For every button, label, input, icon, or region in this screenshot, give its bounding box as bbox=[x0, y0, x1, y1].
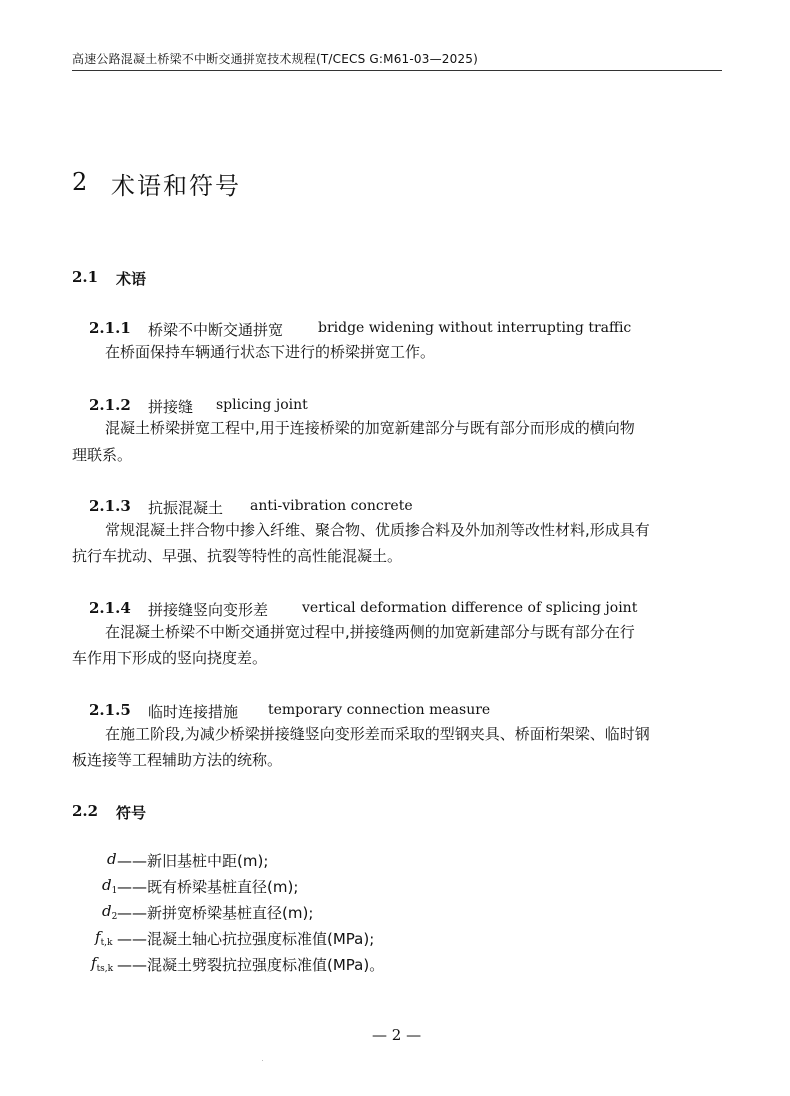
symbol-description: ——新旧基桩中距(m); bbox=[117, 852, 269, 870]
symbol-description: ——混凝土劈裂抗拉强度标准值(MPa)。 bbox=[117, 956, 385, 974]
section-number: 2.2 bbox=[72, 802, 99, 820]
chapter-title: 术语和符号 bbox=[111, 172, 241, 200]
symbol-description: ——新拼宽桥梁基桩直径(m); bbox=[117, 904, 314, 922]
symbol: d bbox=[107, 850, 117, 868]
term-definition-line: 车作用下形成的竖向挠度差。 bbox=[72, 649, 268, 667]
symbol: $d_1$ bbox=[102, 876, 118, 896]
term-definition-line: 在桥面保持车辆通行状态下进行的桥梁拼宽工作。 bbox=[105, 343, 436, 361]
term-definition-line: 板连接等工程辅助方法的统称。 bbox=[72, 751, 283, 769]
term-chinese: 临时连接措施 bbox=[148, 703, 239, 721]
symbol-description: ——混凝土轴心抗拉强度标准值(MPa); bbox=[117, 930, 375, 948]
section-title: 术语 bbox=[116, 270, 147, 288]
term-definition-line: 在混凝土桥梁不中断交通拼宽过程中,拼接缝两侧的加宽新建部分与既有部分在行 bbox=[105, 623, 635, 641]
running-header: 高速公路混凝土桥梁不中断交通拼宽技术规程(T/CECS G:M61-03—2025) bbox=[72, 52, 479, 66]
symbol-description: ——既有桥梁基桩直径(m); bbox=[117, 878, 299, 896]
section-number: 2.1 bbox=[72, 268, 99, 286]
term-definition-line: 混凝土桥梁拼宽工程中,用于连接桥梁的加宽新建部分与既有部分而形成的横向物 bbox=[105, 419, 635, 437]
term-definition-line: 抗行车扰动、早强、抗裂等特性的高性能混凝土。 bbox=[72, 547, 403, 565]
section-title: 符号 bbox=[116, 804, 147, 822]
symbol: $f_{t,k}$ bbox=[95, 928, 113, 948]
term-english: bridge widening without interrupting traffic bbox=[318, 320, 632, 336]
term-english: anti-vibration concrete bbox=[250, 498, 413, 514]
term-number: 2.1.2 bbox=[89, 396, 131, 414]
term-number: 2.1.4 bbox=[89, 599, 131, 617]
term-english: vertical deformation difference of splicing joint bbox=[302, 600, 638, 616]
term-definition-line: 在施工阶段,为减少桥梁拼接缝竖向变形差而采取的型钢夹具、桥面桁架梁、临时钢 bbox=[105, 725, 650, 743]
chapter-number: 2 bbox=[72, 168, 88, 196]
term-chinese: 抗振混凝土 bbox=[148, 499, 224, 517]
scan-speck bbox=[262, 1060, 263, 1061]
term-number: 2.1.3 bbox=[89, 497, 131, 515]
term-english: temporary connection measure bbox=[268, 702, 491, 718]
term-number: 2.1.5 bbox=[89, 701, 131, 719]
symbol: $d_2$ bbox=[102, 902, 118, 922]
header-rule bbox=[72, 70, 722, 71]
symbol: $f_{ts,k}$ bbox=[91, 954, 114, 974]
term-number: 2.1.1 bbox=[89, 319, 131, 337]
term-english: splicing joint bbox=[216, 397, 308, 413]
term-chinese: 桥梁不中断交通拼宽 bbox=[148, 321, 284, 339]
term-definition-line: 常规混凝土拌合物中掺入纤维、聚合物、优质掺合料及外加剂等改性材料,形成具有 bbox=[105, 521, 650, 539]
term-chinese: 拼接缝竖向变形差 bbox=[148, 601, 269, 619]
term-definition-line: 理联系。 bbox=[72, 446, 133, 464]
term-chinese: 拼接缝 bbox=[148, 398, 194, 416]
page-number: — 2 — bbox=[372, 1026, 422, 1044]
